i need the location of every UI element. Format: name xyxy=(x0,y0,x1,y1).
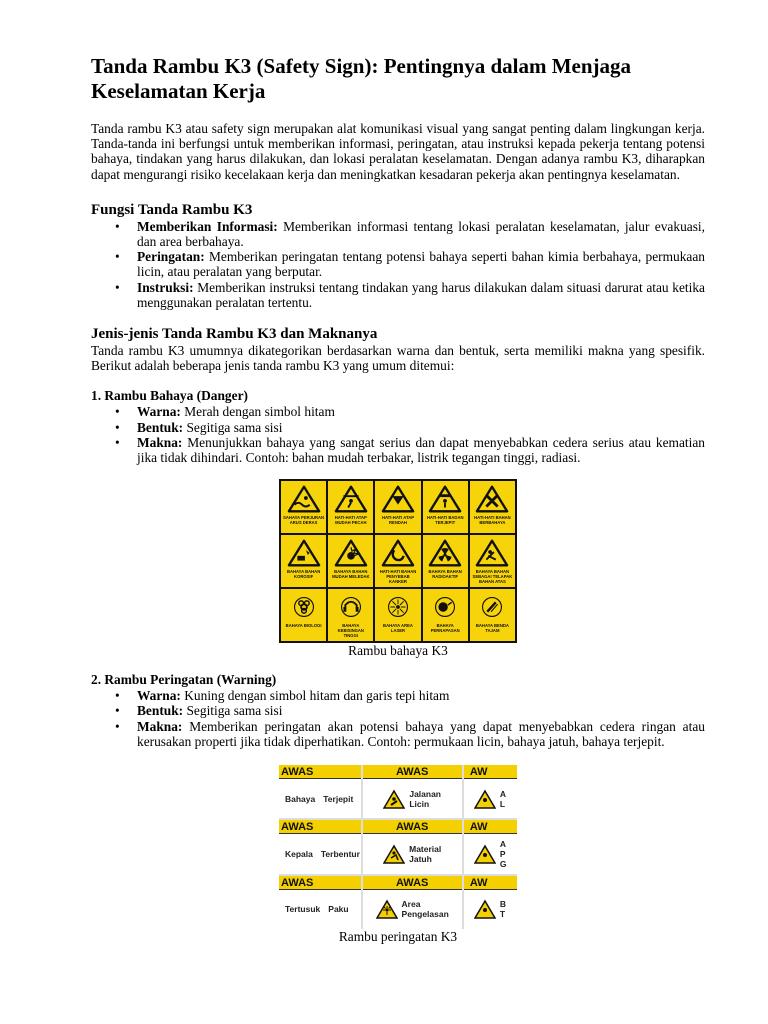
warning-sign-text: Kepala Terbentur xyxy=(285,849,360,860)
list-item: • Memberikan Informasi: Memberikan informasi tentang lokasi peralatan keselamatan, jalur evakuasi, dan area berbahaya. xyxy=(113,219,705,249)
warning-caption: Rambu peringatan K3 xyxy=(338,929,458,945)
warning-sign-text: B T xyxy=(499,899,506,920)
warning-triangle-icon xyxy=(383,789,405,809)
hazard-circle-icon xyxy=(287,592,321,622)
list-item: • Makna: Memberikan peringatan akan potensi bahaya yang dapat menyebabkan cedera ringan atau kerusakan properti jika tidak diperhatikan. Contoh: permukaan licin, bahaya jatuh, bahaya terjepit. xyxy=(113,719,705,749)
danger-heading: 1. Rambu Bahaya (Danger) xyxy=(91,388,248,404)
danger-sign-label: BAHAYA PERNAPASAN xyxy=(430,623,460,634)
warning-heading: 2. Rambu Peringatan (Warning) xyxy=(91,672,277,688)
hazard-triangle-icon xyxy=(287,538,321,568)
intro-paragraph: Tanda rambu K3 atau safety sign merupakan alat komunikasi visual yang sangat penting dalam lingkungan kerja. Tanda-tanda ini berfungsi untuk memberikan informasi, peringatan, atau instruksi kepada pekerja tentang potensi bahaya, tindakan yang harus dilakukan, dan lokasi peralatan keselamatan. Dengan adanya rambu K3, diharapkan dapat mengurangi risiko kecelakaan kerja dan meningkatkan kesadaran pekerja akan pentingnya keselamatan. xyxy=(91,121,705,182)
list-item: • Peringatan: Memberikan peringatan tentang potensi bahaya seperti bahan kimia berbahaya, permukaan licin, atau peralatan yang berputar. xyxy=(113,249,705,279)
warning-sign xyxy=(363,876,462,929)
hazard-circle-icon xyxy=(475,592,509,622)
warning-sign-header: AWAS xyxy=(363,765,462,779)
warning-list xyxy=(113,688,705,749)
warning-signs-image xyxy=(279,765,517,929)
list-item: • Bentuk: Segitiga sama sisi xyxy=(113,703,705,718)
page-title: Tanda Rambu K3 (Safety Sign): Pentingnya dalam Menjaga Keselamatan Kerja xyxy=(91,54,632,103)
danger-sign-label: HATI-HATI BAHAN PENYEBAB KANKER xyxy=(379,569,417,585)
fungsi-heading: Fungsi Tanda Rambu K3 xyxy=(91,201,253,218)
list-item: • Warna: Merah dengan simbol hitam xyxy=(113,404,705,419)
danger-sign xyxy=(328,535,373,587)
hazard-triangle-icon xyxy=(381,538,415,568)
warning-sign xyxy=(464,820,517,873)
danger-sign xyxy=(470,481,515,533)
warning-sign-content xyxy=(464,890,517,929)
danger-sign-label: HATI-HATI BAHAN BERBAHAYA xyxy=(474,515,511,526)
hazard-triangle-icon xyxy=(334,538,368,568)
danger-sign xyxy=(328,589,373,641)
danger-sign xyxy=(281,481,326,533)
hazard-triangle-icon xyxy=(381,484,415,514)
warning-sign-text: A P G xyxy=(499,839,507,870)
warning-triangle-icon xyxy=(474,844,496,864)
danger-sign xyxy=(470,589,515,641)
warning-triangle-icon xyxy=(474,899,496,919)
danger-sign-label: BAHAYA BAHAN SEBAGAI TELAPAK BAHAN ATAS xyxy=(472,569,513,585)
danger-sign-label: BAHAYA AREA LASER xyxy=(383,623,413,634)
list-item: • Makna: Menunjukkan bahaya yang sangat serius dan dapat menyebabkan cedera serius atau kematian jika tidak dihindari. Contoh: bahan mudah terbakar, listrik tegangan tinggi, radiasi. xyxy=(113,435,705,465)
hazard-triangle-icon xyxy=(428,484,462,514)
warning-sign-content xyxy=(363,834,462,873)
danger-sign-label: SAHAYA PERJURAN ARUS DERAS xyxy=(283,515,325,526)
fungsi-list xyxy=(113,219,705,310)
danger-sign xyxy=(281,535,326,587)
warning-sign-content xyxy=(363,779,462,818)
danger-sign xyxy=(375,535,420,587)
warning-triangle-icon xyxy=(383,844,405,864)
danger-list xyxy=(113,404,705,465)
warning-sign-text: A L xyxy=(499,788,506,809)
warning-sign-header: AW xyxy=(464,876,517,890)
warning-sign xyxy=(464,765,517,818)
warning-sign-content xyxy=(464,779,517,818)
danger-sign xyxy=(423,535,468,587)
warning-sign xyxy=(279,876,361,929)
danger-sign-label: BAHAYA KEBISINGAN TINGGI xyxy=(337,623,364,639)
warning-sign-text: Bahaya Terjepit xyxy=(285,793,354,804)
danger-sign xyxy=(281,589,326,641)
hazard-triangle-icon xyxy=(428,538,462,568)
warning-figure xyxy=(91,765,705,944)
list-item: • Instruksi: Memberikan instruksi tentang tindakan yang harus dilakukan dalam situasi darurat atau ketika menggunakan peralatan tertentu. xyxy=(113,280,705,310)
danger-sign xyxy=(423,589,468,641)
hazard-triangle-icon xyxy=(475,538,509,568)
hazard-triangle-icon xyxy=(475,484,509,514)
warning-sign-header: AWAS xyxy=(363,876,462,890)
danger-sign-label: BAHAYA BIOLOGI xyxy=(285,623,322,629)
danger-sign-label: HATI-HATI ATAP MUDAH PECAH xyxy=(334,515,367,526)
warning-sign-header: AWAS xyxy=(363,820,462,834)
list-item: • Warna: Kuning dengan simbol hitam dan garis tepi hitam xyxy=(113,688,705,703)
warning-sign-header: AW xyxy=(464,820,517,834)
warning-sign xyxy=(279,820,361,873)
warning-sign-content xyxy=(464,834,517,873)
document-page xyxy=(91,54,705,944)
warning-sign xyxy=(279,765,361,818)
warning-sign-text: Material Jatuh xyxy=(409,844,442,865)
hazard-triangle-icon xyxy=(334,484,368,514)
warning-triangle-icon xyxy=(474,789,496,809)
danger-sign-label: BAHAYA BAHAN RADIOAKTIF xyxy=(428,569,462,580)
warning-triangle-icon xyxy=(376,899,398,919)
danger-signs-image xyxy=(279,479,517,643)
warning-sign-header: AW xyxy=(464,765,517,779)
danger-sign-label: HATI-HATI ATAP RENDAH xyxy=(381,515,415,526)
warning-sign-content xyxy=(363,890,462,929)
warning-sign-header: AWAS xyxy=(279,820,361,834)
danger-sign-label: BAHAYA BAHAN KOROSIF xyxy=(286,569,321,580)
warning-sign xyxy=(363,765,462,818)
hazard-circle-icon xyxy=(428,592,462,622)
hazard-triangle-icon xyxy=(287,484,321,514)
danger-sign-label: BAHAYA BENDA TAJAM xyxy=(475,623,509,634)
jenis-heading: Jenis-jenis Tanda Rambu K3 dan Maknanya xyxy=(91,326,378,343)
warning-sign-header: AWAS xyxy=(279,876,361,890)
list-item: • Bentuk: Segitiga sama sisi xyxy=(113,420,705,435)
danger-caption: Rambu bahaya K3 xyxy=(348,643,448,659)
hazard-circle-icon xyxy=(334,592,368,622)
danger-sign xyxy=(328,481,373,533)
danger-sign-label: HATI-HATI BADAN TERJEPIT xyxy=(426,515,464,526)
danger-sign xyxy=(470,535,515,587)
warning-sign-text: Tertusuk Paku xyxy=(285,904,349,915)
jenis-paragraph: Tanda rambu K3 umumnya dikategorikan berdasarkan warna dan bentuk, serta memiliki makna yang spesifik. Berikut adalah beberapa jenis tanda rambu K3 yang umum ditemui: xyxy=(91,343,705,374)
danger-sign xyxy=(375,481,420,533)
danger-sign-label: BAHAYA BAHAN MUDAH MELEDAK xyxy=(332,569,370,580)
danger-sign xyxy=(375,589,420,641)
warning-sign xyxy=(363,820,462,873)
hazard-circle-icon xyxy=(381,592,415,622)
warning-sign-header: AWAS xyxy=(279,765,361,779)
danger-figure xyxy=(91,479,705,658)
warning-sign-text: Area Pengelasan xyxy=(401,899,449,920)
warning-sign xyxy=(464,876,517,929)
warning-sign-text: Jalanan Licin xyxy=(409,788,441,809)
danger-sign xyxy=(423,481,468,533)
